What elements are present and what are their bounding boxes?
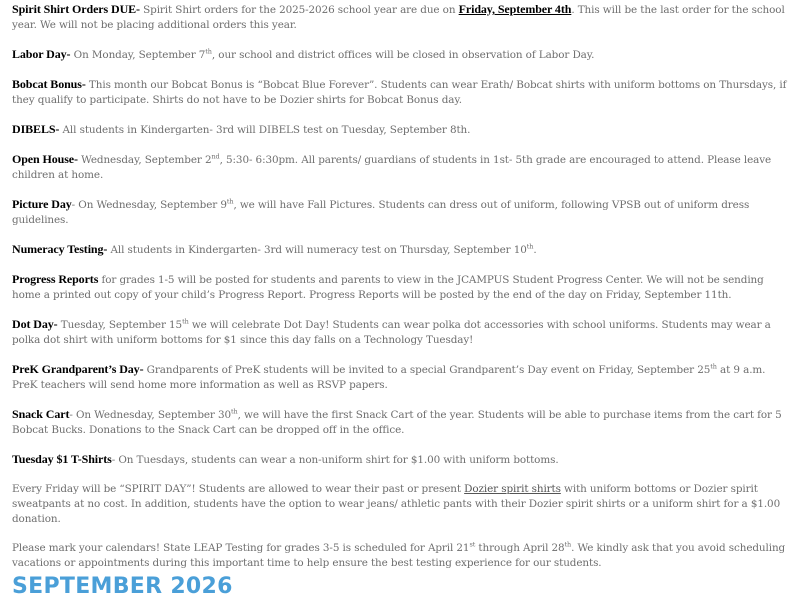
spirit-day-paragraph: Every Friday will be “SPIRIT DAY”! Students are allowed to wear their past or present Dozier spirit shirts with uniform bottoms or Dozier spirit sweatpants at no cost. In addition, students have the option to wear jeans/ athletic pants with their Dozier spirit shirts or a uniform shirt for a $1.00 donation.	[12, 483, 781, 525]
item-label: Open House-	[12, 152, 78, 166]
item-bobcat-bonus: Bobcat Bonus- This month our Bobcat Bonus is “Bobcat Blue Forever”. Students can wear Erath/ Bobcat shirts with uniform bottoms on Thursdays, if they qualify to participate. Shirts do not have to be Dozier shirts for Bobcat Bonus day.	[12, 77, 787, 106]
item-label: Tuesday $1 T-Shirts	[12, 452, 112, 466]
month-title: SEPTEMBER 2026	[12, 574, 233, 599]
item-open-house: Open House- Wednesday, September 2nd, 5:30- 6:30pm. All parents/ guardians of students in 1st- 5th grade are encouraged to attend. Please leave children at home.	[12, 152, 772, 181]
leap-testing-paragraph: Please mark your calendars! State LEAP Testing for grades 3-5 is scheduled for April 21st through April 28th. We kindly ask that you avoid scheduling vacations or appointments during this important time to help ensure the best testing experience for our students.	[12, 540, 786, 569]
item-label: Bobcat Bonus-	[12, 77, 86, 91]
item-label: Labor Day-	[12, 47, 71, 61]
item-label: Progress Reports	[12, 272, 99, 286]
item-label: DIBELS-	[12, 122, 60, 136]
item-picture-day: Picture Day- On Wednesday, September 9th, we will have Fall Pictures. Students can dress out of uniform, following VPSB out of uniform dress guidelines.	[12, 197, 750, 226]
item-label: Numeracy Testing-	[12, 242, 108, 256]
item-labor-day: Labor Day- On Monday, September 7th, our school and district offices will be closed in observation of Labor Day.	[12, 47, 595, 61]
item-label: Snack Cart	[12, 407, 70, 421]
item-label: PreK Grandparent’s Day-	[12, 362, 144, 376]
item-progress-reports: Progress Reports for grades 1-5 will be posted for students and parents to view in the JCAMPUS Student Progress Center. We will not be sending home a printed out copy of your child’s Progress Report. Progress Reports will be posted by the end of the day on Friday, September 11th.	[12, 272, 764, 301]
item-dibels: DIBELS- All students in Kindergarten- 3rd will DIBELS test on Tuesday, September 8th.	[12, 122, 471, 136]
item-spirit-shirt-orders: Spirit Shirt Orders DUE- Spirit Shirt orders for the 2025-2026 school year are due on Friday, September 4th. This will be the last order for the school year. We will not be placing additional orders this year.	[12, 2, 785, 31]
item-label: Spirit Shirt Orders DUE-	[12, 2, 140, 16]
item-label: Dot Day-	[12, 317, 58, 331]
spirit-shirts-link[interactable]: Dozier spirit shirts	[464, 483, 561, 495]
newsletter-body	[12, 2, 792, 585]
item-snack-cart: Snack Cart- On Wednesday, September 30th, we will have the first Snack Cart of the year. Students will be able to purchase items from the cart for 5 Bobcat Bucks. Donations to the Snack Cart can be dropped off in the office.	[12, 407, 782, 436]
item-prek-grandparents-day: PreK Grandparent’s Day- Grandparents of PreK students will be invited to a special Grandparent’s Day event on Friday, September 25th at 9 a.m. PreK teachers will send home more information as well as RSVP papers.	[12, 362, 766, 391]
item-numeracy-testing: Numeracy Testing- All students in Kindergarten- 3rd will numeracy test on Thursday, September 10th.	[12, 242, 537, 256]
item-label: Picture Day	[12, 197, 72, 211]
item-tuesday-t-shirts: Tuesday $1 T-Shirts- On Tuesdays, students can wear a non-uniform shirt for $1.00 with uniform bottoms.	[12, 452, 559, 466]
item-dot-day: Dot Day- Tuesday, September 15th we will celebrate Dot Day! Students can wear polka dot accessories with school uniforms. Students may wear a polka dot shirt with uniform bottoms for $1 since this day falls on a Technology Tuesday!	[12, 317, 771, 346]
due-date: Friday, September 4th	[458, 2, 572, 16]
